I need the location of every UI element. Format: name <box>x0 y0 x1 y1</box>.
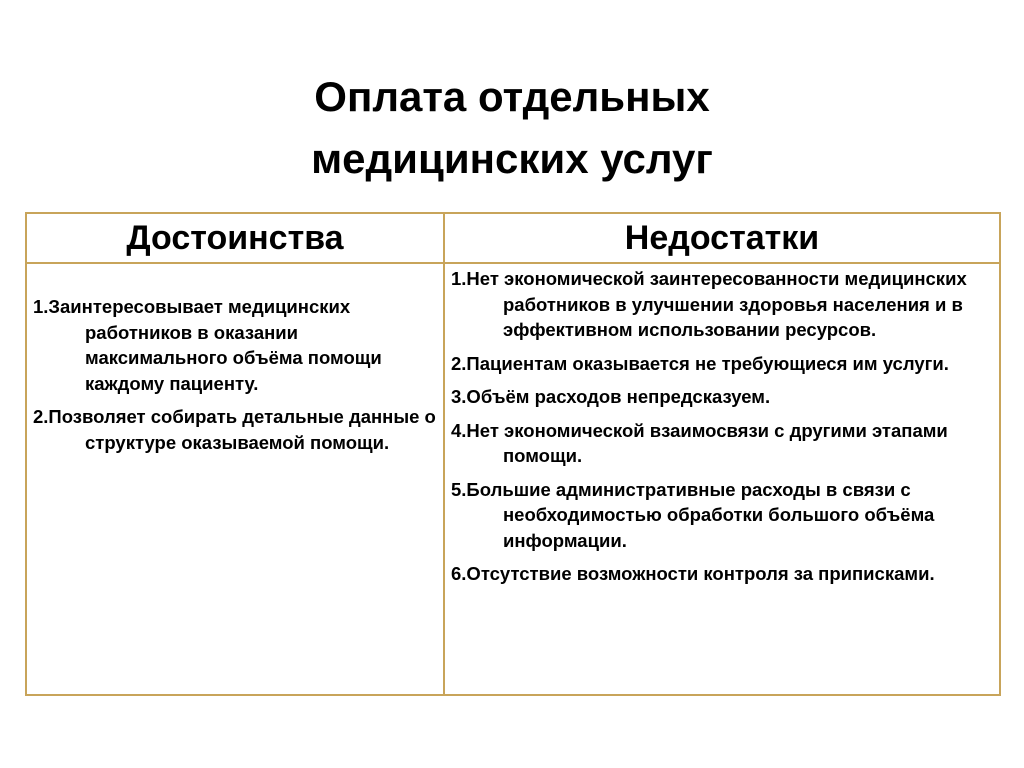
disadvantage-item-1: 1.Нет экономической заинтересованности медицинских работников в улучшении здоровья населения и в эффективном использовании ресурсов. <box>451 268 967 340</box>
comparison-table <box>25 212 1001 696</box>
disadvantage-item-3: 3.Объём расходов непредсказуем. <box>451 386 771 407</box>
disadvantage-item-5: 5.Большие административные расходы в связи с необходимостью обработки большого объёма информации. <box>451 478 935 551</box>
advantages-list <box>33 294 439 455</box>
disadvantages-header: Недостатки <box>444 213 1000 263</box>
table-header-row <box>26 213 1000 263</box>
disadvantages-list <box>451 266 995 587</box>
advantages-cell <box>26 263 444 695</box>
disadvantages-cell <box>444 263 1000 695</box>
page-title <box>0 66 1024 190</box>
advantage-item-2: 2.Позволяет собирать детальные данные о структуре оказываемой помощи. <box>33 406 436 453</box>
title-line-1: Оплата отдельных <box>314 73 710 121</box>
disadvantage-item-6: 6.Отсутствие возможности контроля за приписками. <box>451 563 935 584</box>
disadvantage-item-4: 4.Нет экономической взаимосвязи с другими этапами помощи. <box>451 419 948 466</box>
title-line-2: медицинских услуг <box>311 135 713 183</box>
disadvantage-item-2: 2.Пациентам оказывается не требующиеся им услуги. <box>451 352 949 374</box>
advantages-header: Достоинства <box>26 213 444 263</box>
table-body-row <box>26 263 1000 695</box>
advantage-item-1: 1.Заинтересовывает медицинских работников в оказании максимального объёма помощи каждому пациенту. <box>33 296 382 394</box>
